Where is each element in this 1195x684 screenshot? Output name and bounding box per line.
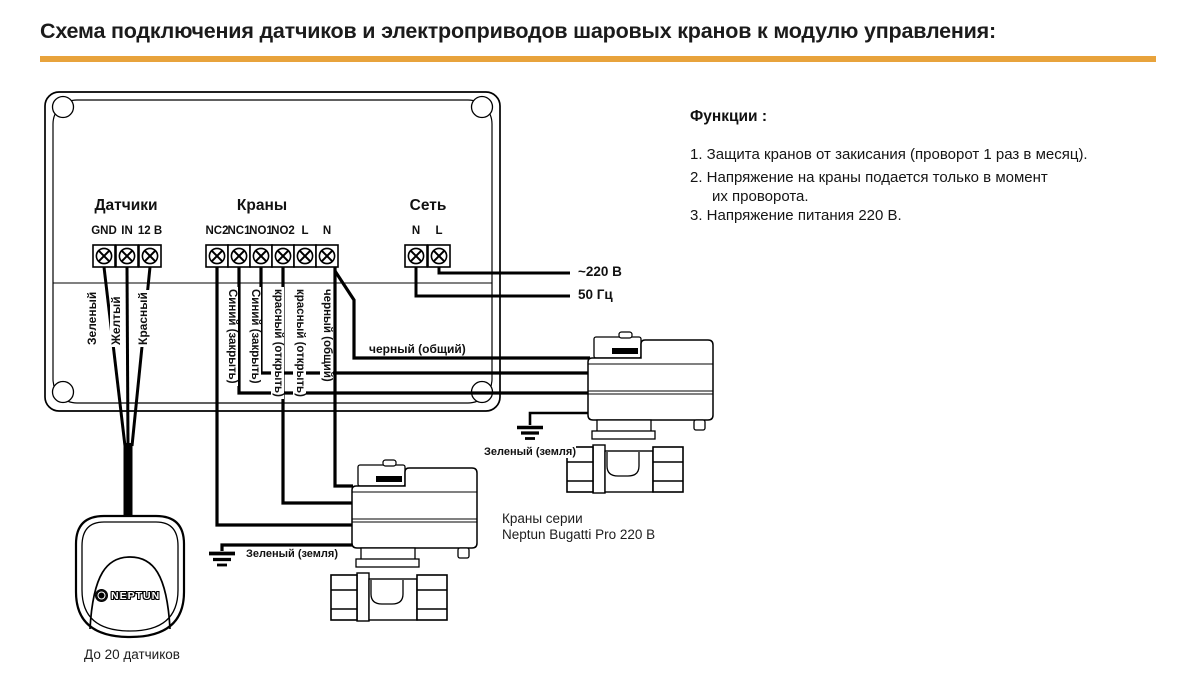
wire-label-blue-close-2: Синий (закрыть) (249, 289, 261, 384)
sensor-caption: До 20 датчиков (84, 647, 180, 662)
wire-label-blue-close-1: Синий (закрыть) (226, 289, 238, 384)
terminal-block-sensors (93, 245, 161, 267)
terminal-block-mains (405, 245, 450, 267)
wire-label-black-common-vertical: черный (общий) (321, 289, 333, 382)
valve-series-line1: Краны серии (502, 511, 583, 526)
upper-valve-actuator (567, 332, 713, 493)
wire-label-yellow: Желтый (109, 296, 123, 345)
wire-label-black-common: черный (общий) (369, 342, 466, 356)
terminal-label-l: L (301, 225, 309, 237)
group-header-valves: Краны (236, 197, 288, 214)
group-header-sensors: Датчики (94, 197, 158, 214)
valve-series-line2: Neptun Bugatti Pro 220 В (502, 527, 656, 542)
wire-label-red-open-1: красный (открыть) (272, 289, 284, 397)
wire-label-green: Зеленый (85, 291, 99, 345)
wire-label-red: Красный (136, 292, 150, 345)
terminal-label-no2: NO2 (271, 225, 295, 237)
wire-label-red-open-2: красный (открыть) (294, 289, 306, 397)
terminal-label-no1: NO1 (249, 225, 273, 237)
terminal-label-gnd: GND (91, 225, 117, 237)
leak-sensor-drawing (76, 516, 184, 637)
neptun-emblem-icon (95, 589, 108, 602)
ground-label-upper: Зеленый (земля) (484, 446, 576, 458)
terminal-label-mains-l: L (435, 225, 443, 237)
functions-header: Функции : (690, 108, 768, 125)
terminal-label-nc2: NC2 (205, 225, 229, 237)
ground-label-lower: Зеленый (земля) (246, 548, 338, 560)
function-item-1: 1. Защита кранов от закисания (проворот 1 раз в месяц). (690, 146, 1088, 163)
neptun-logo-text: NEPTUN (111, 589, 161, 602)
accent-underline-bar (40, 56, 1156, 62)
terminal-label-nc1: NC1 (227, 225, 251, 237)
terminal-label-in: IN (121, 225, 133, 237)
mains-frequency-label: 50 Гц (578, 287, 613, 302)
lower-ball-valve (331, 573, 447, 621)
terminal-label-12v: 12 В (137, 225, 163, 237)
function-item-2-cont: их проворота. (712, 188, 809, 205)
mains-voltage-label: ~220 В (578, 264, 622, 279)
terminal-label-mains-n: N (411, 225, 421, 237)
page-title: Схема подключения датчиков и электроприводов шаровых кранов к модулю управления: (40, 19, 996, 43)
ground-symbol-upper (517, 413, 590, 439)
group-header-mains: Сеть (409, 197, 447, 214)
lower-valve-actuator (331, 460, 477, 621)
function-item-3: 3. Напряжение питания 220 В. (690, 207, 902, 224)
function-item-2: 2. Напряжение на краны подается только в момент (690, 169, 1048, 186)
terminal-block-valves (206, 245, 338, 267)
terminal-label-n: N (322, 225, 332, 237)
neptun-logo (95, 589, 160, 602)
upper-ball-valve (567, 445, 683, 493)
